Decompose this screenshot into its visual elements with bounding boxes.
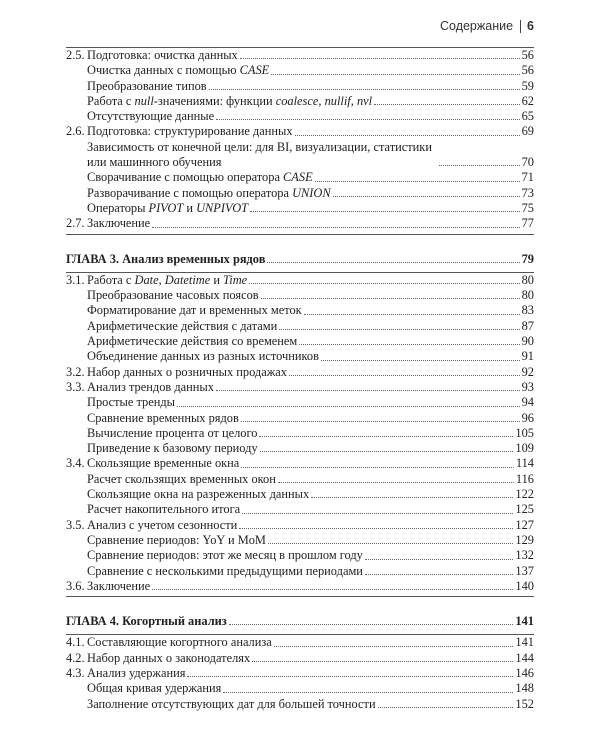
toc-page-number: 70 — [521, 155, 534, 170]
table-of-contents — [66, 47, 534, 712]
toc-section-number: 4.2. — [66, 650, 85, 665]
toc-page-number: 94 — [521, 395, 534, 410]
toc-page-number: 116 — [515, 471, 534, 486]
toc-entry-title: Сравнение периодов: этот же месяц в прошлом году — [87, 548, 363, 563]
toc-section-entry[interactable] — [66, 380, 534, 395]
toc-section-number: 2.5. — [66, 48, 85, 62]
toc-section-entry[interactable] — [66, 635, 534, 650]
dot-leader — [241, 467, 514, 468]
dot-leader — [209, 89, 520, 90]
toc-entry-title: Преобразование типов — [87, 78, 207, 93]
toc-section-entry[interactable] — [66, 456, 534, 471]
toc-entry-title: Составляющие когортного анализа — [87, 635, 272, 650]
toc-page-number: 140 — [515, 578, 534, 593]
dot-leader — [252, 661, 513, 662]
toc-page-number: 125 — [515, 502, 534, 517]
toc-section-entry[interactable] — [66, 579, 534, 594]
toc-entry-title: Зависимость от конечной цели: для BI, визуализации, статистики или машинного обучения — [87, 139, 432, 170]
chapter-4-page: 141 — [515, 614, 534, 629]
toc-subsection-entry[interactable] — [66, 334, 534, 349]
toc-page-number: 69 — [521, 124, 534, 139]
toc-page-number: 93 — [521, 379, 534, 394]
dot-leader — [223, 692, 513, 693]
toc-entry-title: Расчет накопительного итога — [87, 502, 241, 517]
toc-section-entry[interactable] — [66, 216, 534, 231]
dot-leader — [250, 211, 520, 212]
toc-page-number: 65 — [521, 109, 534, 124]
toc-entry-title: Очистка данных с помощью CASE — [87, 63, 270, 78]
toc-page-number: 90 — [521, 334, 534, 349]
dot-leader — [177, 406, 520, 407]
toc-subsection-entry[interactable] — [66, 94, 534, 109]
header-divider — [520, 20, 521, 33]
toc-page-number: 96 — [521, 410, 534, 425]
toc-page-number: 77 — [521, 216, 534, 231]
toc-page-number: 91 — [521, 349, 534, 364]
dot-leader — [240, 58, 520, 59]
toc-subsection-entry[interactable] — [66, 303, 534, 318]
toc-section-number: 3.2. — [66, 364, 85, 379]
toc-section-number: 2.6. — [66, 124, 85, 139]
toc-entry-title: Общая кривая удержания — [87, 681, 222, 696]
toc-entry-title: Набор данных о законодателях — [87, 650, 251, 665]
toc-entry-title: Анализ трендов данных — [87, 379, 214, 394]
toc-entry-title: Сравнение с несколькими предыдущими периодами — [87, 563, 363, 578]
toc-section-number: 4.3. — [66, 665, 85, 680]
toc-entry-title: Работа с null-значениями: функции coalesce, nullif, nvl — [87, 93, 373, 108]
toc-page-number: 127 — [515, 517, 534, 532]
toc-entry-title: Расчет скользящих временных окон — [87, 471, 276, 486]
toc-page-number: 122 — [515, 487, 534, 502]
dot-leader — [315, 181, 520, 182]
toc-entry-title: Анализ удержания — [87, 665, 186, 680]
toc-section-number: 3.4. — [66, 456, 85, 471]
dot-leader — [278, 482, 514, 483]
toc-page-number: 146 — [515, 665, 534, 680]
dot-leader — [242, 513, 513, 514]
header-page-number: 6 — [527, 19, 534, 33]
toc-subsection-entry[interactable] — [66, 533, 534, 548]
toc-subsection-entry[interactable] — [66, 441, 534, 456]
dot-leader — [304, 314, 520, 315]
dot-leader — [261, 298, 520, 299]
dot-leader — [216, 390, 520, 391]
dot-leader — [249, 283, 519, 284]
dot-leader — [374, 104, 520, 105]
dot-leader — [289, 375, 520, 376]
toc-page-number: 80 — [521, 288, 534, 303]
toc-subsection-entry[interactable] — [66, 697, 534, 712]
toc-entry-title: Арифметические действия с датами — [87, 318, 278, 333]
toc-section-number: 3.5. — [66, 517, 85, 532]
chapter-4-title: ГЛАВА 4. Когортный анализ — [66, 614, 227, 629]
toc-subsection-entry[interactable] — [66, 395, 534, 410]
toc-entry-title: Разворачивание с помощью оператора UNION — [87, 185, 331, 200]
toc-entry-title: Скользящие окна на разреженных данных — [87, 487, 310, 502]
toc-entry-title: Набор данных о розничных продажах — [87, 364, 287, 379]
toc-subsection-entry[interactable] — [66, 426, 534, 441]
toc-page-number: 152 — [515, 696, 534, 711]
toc-entry-title: Подготовка: структурирование данных — [87, 124, 293, 139]
dot-leader — [365, 559, 514, 560]
dot-leader — [216, 119, 520, 120]
toc-page-number: 59 — [521, 78, 534, 93]
toc-section-entry[interactable] — [66, 48, 534, 63]
toc-section-number: 3.6. — [66, 578, 85, 593]
toc-entry-title: Отсутствующие данные — [87, 109, 215, 124]
dot-leader — [152, 589, 513, 590]
toc-entry-title: Заключение — [87, 216, 151, 231]
toc-entry-title: Скользящие временные окна — [87, 456, 240, 471]
toc-section-entry[interactable] — [66, 273, 534, 288]
chapter-4-heading[interactable] — [66, 609, 534, 634]
toc-entry-title: Сравнение периодов: YoY и MoM — [87, 532, 266, 547]
toc-subsection-entry[interactable] — [66, 472, 534, 487]
toc-page-number: 92 — [521, 364, 534, 379]
dot-leader — [271, 74, 519, 75]
toc-page-number: 109 — [515, 441, 534, 456]
toc-subsection-entry[interactable] — [66, 186, 534, 201]
toc-subsection-entry[interactable] — [66, 349, 534, 364]
dot-leader — [321, 360, 520, 361]
toc-page-number: 75 — [521, 200, 534, 215]
dot-leader — [268, 543, 513, 544]
toc-page-number: 129 — [515, 532, 534, 547]
toc-entry-title: Вычисление процента от целого — [87, 425, 258, 440]
toc-section-entry[interactable] — [66, 651, 534, 666]
toc-page-number: 62 — [521, 93, 534, 108]
toc-entry-title: Арифметические действия со временем — [87, 334, 298, 349]
toc-page-number: 141 — [515, 635, 534, 650]
toc-entry-title: Объединение данных из разных источников — [87, 349, 319, 364]
toc-page-number: 114 — [515, 456, 534, 471]
toc-block-chapter-4 — [66, 635, 534, 711]
toc-subsection-entry[interactable] — [66, 201, 534, 216]
toc-subsection-entry[interactable] — [66, 548, 534, 563]
toc-entry-title: Сравнение временных рядов — [87, 410, 239, 425]
toc-section-entry[interactable] — [66, 124, 534, 139]
toc-page-number: 56 — [521, 63, 534, 78]
chapter-3-title: ГЛАВА 3. Анализ временных рядов — [66, 251, 266, 266]
toc-section-number: 2.7. — [66, 216, 85, 231]
toc-page-number: 137 — [515, 563, 534, 578]
dot-leader — [311, 497, 513, 498]
toc-page-number: 105 — [515, 425, 534, 440]
toc-section-number: 3.1. — [66, 272, 85, 287]
toc-subsection-entry[interactable] — [66, 564, 534, 579]
dot-leader — [241, 421, 520, 422]
toc-entry-title: Сворачивание с помощью оператора CASE — [87, 170, 313, 185]
dot-leader — [299, 344, 519, 345]
toc-subsection-entry[interactable] — [66, 411, 534, 426]
toc-page-number: 148 — [515, 681, 534, 696]
toc-page-number: 80 — [521, 272, 534, 287]
toc-section-entry[interactable] — [66, 365, 534, 380]
toc-page-number: 71 — [521, 170, 534, 185]
toc-page-number: 73 — [521, 185, 534, 200]
toc-entry-title: Приведение к базовому периоду — [87, 441, 258, 456]
toc-page-number: 56 — [521, 48, 534, 62]
toc-block-chapter-2 — [66, 48, 534, 232]
dot-leader — [279, 329, 519, 330]
chapter-3-page: 79 — [521, 251, 534, 266]
toc-entry-title: Форматирование дат и временных меток — [87, 303, 302, 318]
toc-subsection-entry[interactable] — [66, 140, 534, 171]
toc-subsection-entry[interactable] — [66, 109, 534, 124]
toc-page-number: 83 — [521, 303, 534, 318]
toc-subsection-entry[interactable] — [66, 502, 534, 517]
header-section-title: Содержание — [439, 19, 514, 33]
chapter-3-heading[interactable] — [66, 247, 534, 272]
dot-leader — [439, 165, 520, 166]
toc-section-entry[interactable] — [66, 518, 534, 533]
toc-subsection-entry[interactable] — [66, 170, 534, 185]
dot-leader — [333, 196, 520, 197]
toc-section-entry[interactable] — [66, 666, 534, 681]
toc-subsection-entry[interactable] — [66, 487, 534, 502]
toc-page-number: 87 — [521, 318, 534, 333]
dot-leader — [259, 436, 513, 437]
toc-entry-title: Подготовка: очистка данных — [87, 48, 238, 62]
toc-subsection-entry[interactable] — [66, 288, 534, 303]
dot-leader — [365, 574, 513, 575]
toc-subsection-entry[interactable] — [66, 681, 534, 696]
toc-entry-title: Операторы PIVOT и UNPIVOT — [87, 200, 249, 215]
dot-leader — [239, 528, 513, 529]
dot-leader — [378, 707, 514, 708]
toc-entry-title: Анализ с учетом сезонности — [87, 517, 238, 532]
toc-section-number: 4.1. — [66, 635, 85, 650]
dot-leader — [187, 676, 513, 677]
toc-page-number: 144 — [515, 650, 534, 665]
toc-block-chapter-3 — [66, 273, 534, 594]
toc-entry-title: Работа с Date, Datetime и Time — [87, 272, 248, 287]
toc-entry-title: Заполнение отсутствующих дат для большей точности — [87, 696, 376, 711]
running-header — [440, 19, 534, 33]
dot-leader — [295, 135, 520, 136]
toc-page-number: 132 — [515, 548, 534, 563]
dot-leader — [274, 646, 514, 647]
toc-subsection-entry[interactable] — [66, 63, 534, 78]
dot-leader — [152, 227, 519, 228]
toc-entry-title: Простые тренды — [87, 395, 176, 410]
toc-subsection-entry[interactable] — [66, 79, 534, 94]
toc-section-number: 3.3. — [66, 379, 85, 394]
dot-leader — [260, 451, 514, 452]
toc-entry-title: Преобразование часовых поясов — [87, 288, 259, 303]
toc-entry-title: Заключение — [87, 578, 151, 593]
toc-subsection-entry[interactable] — [66, 319, 534, 334]
